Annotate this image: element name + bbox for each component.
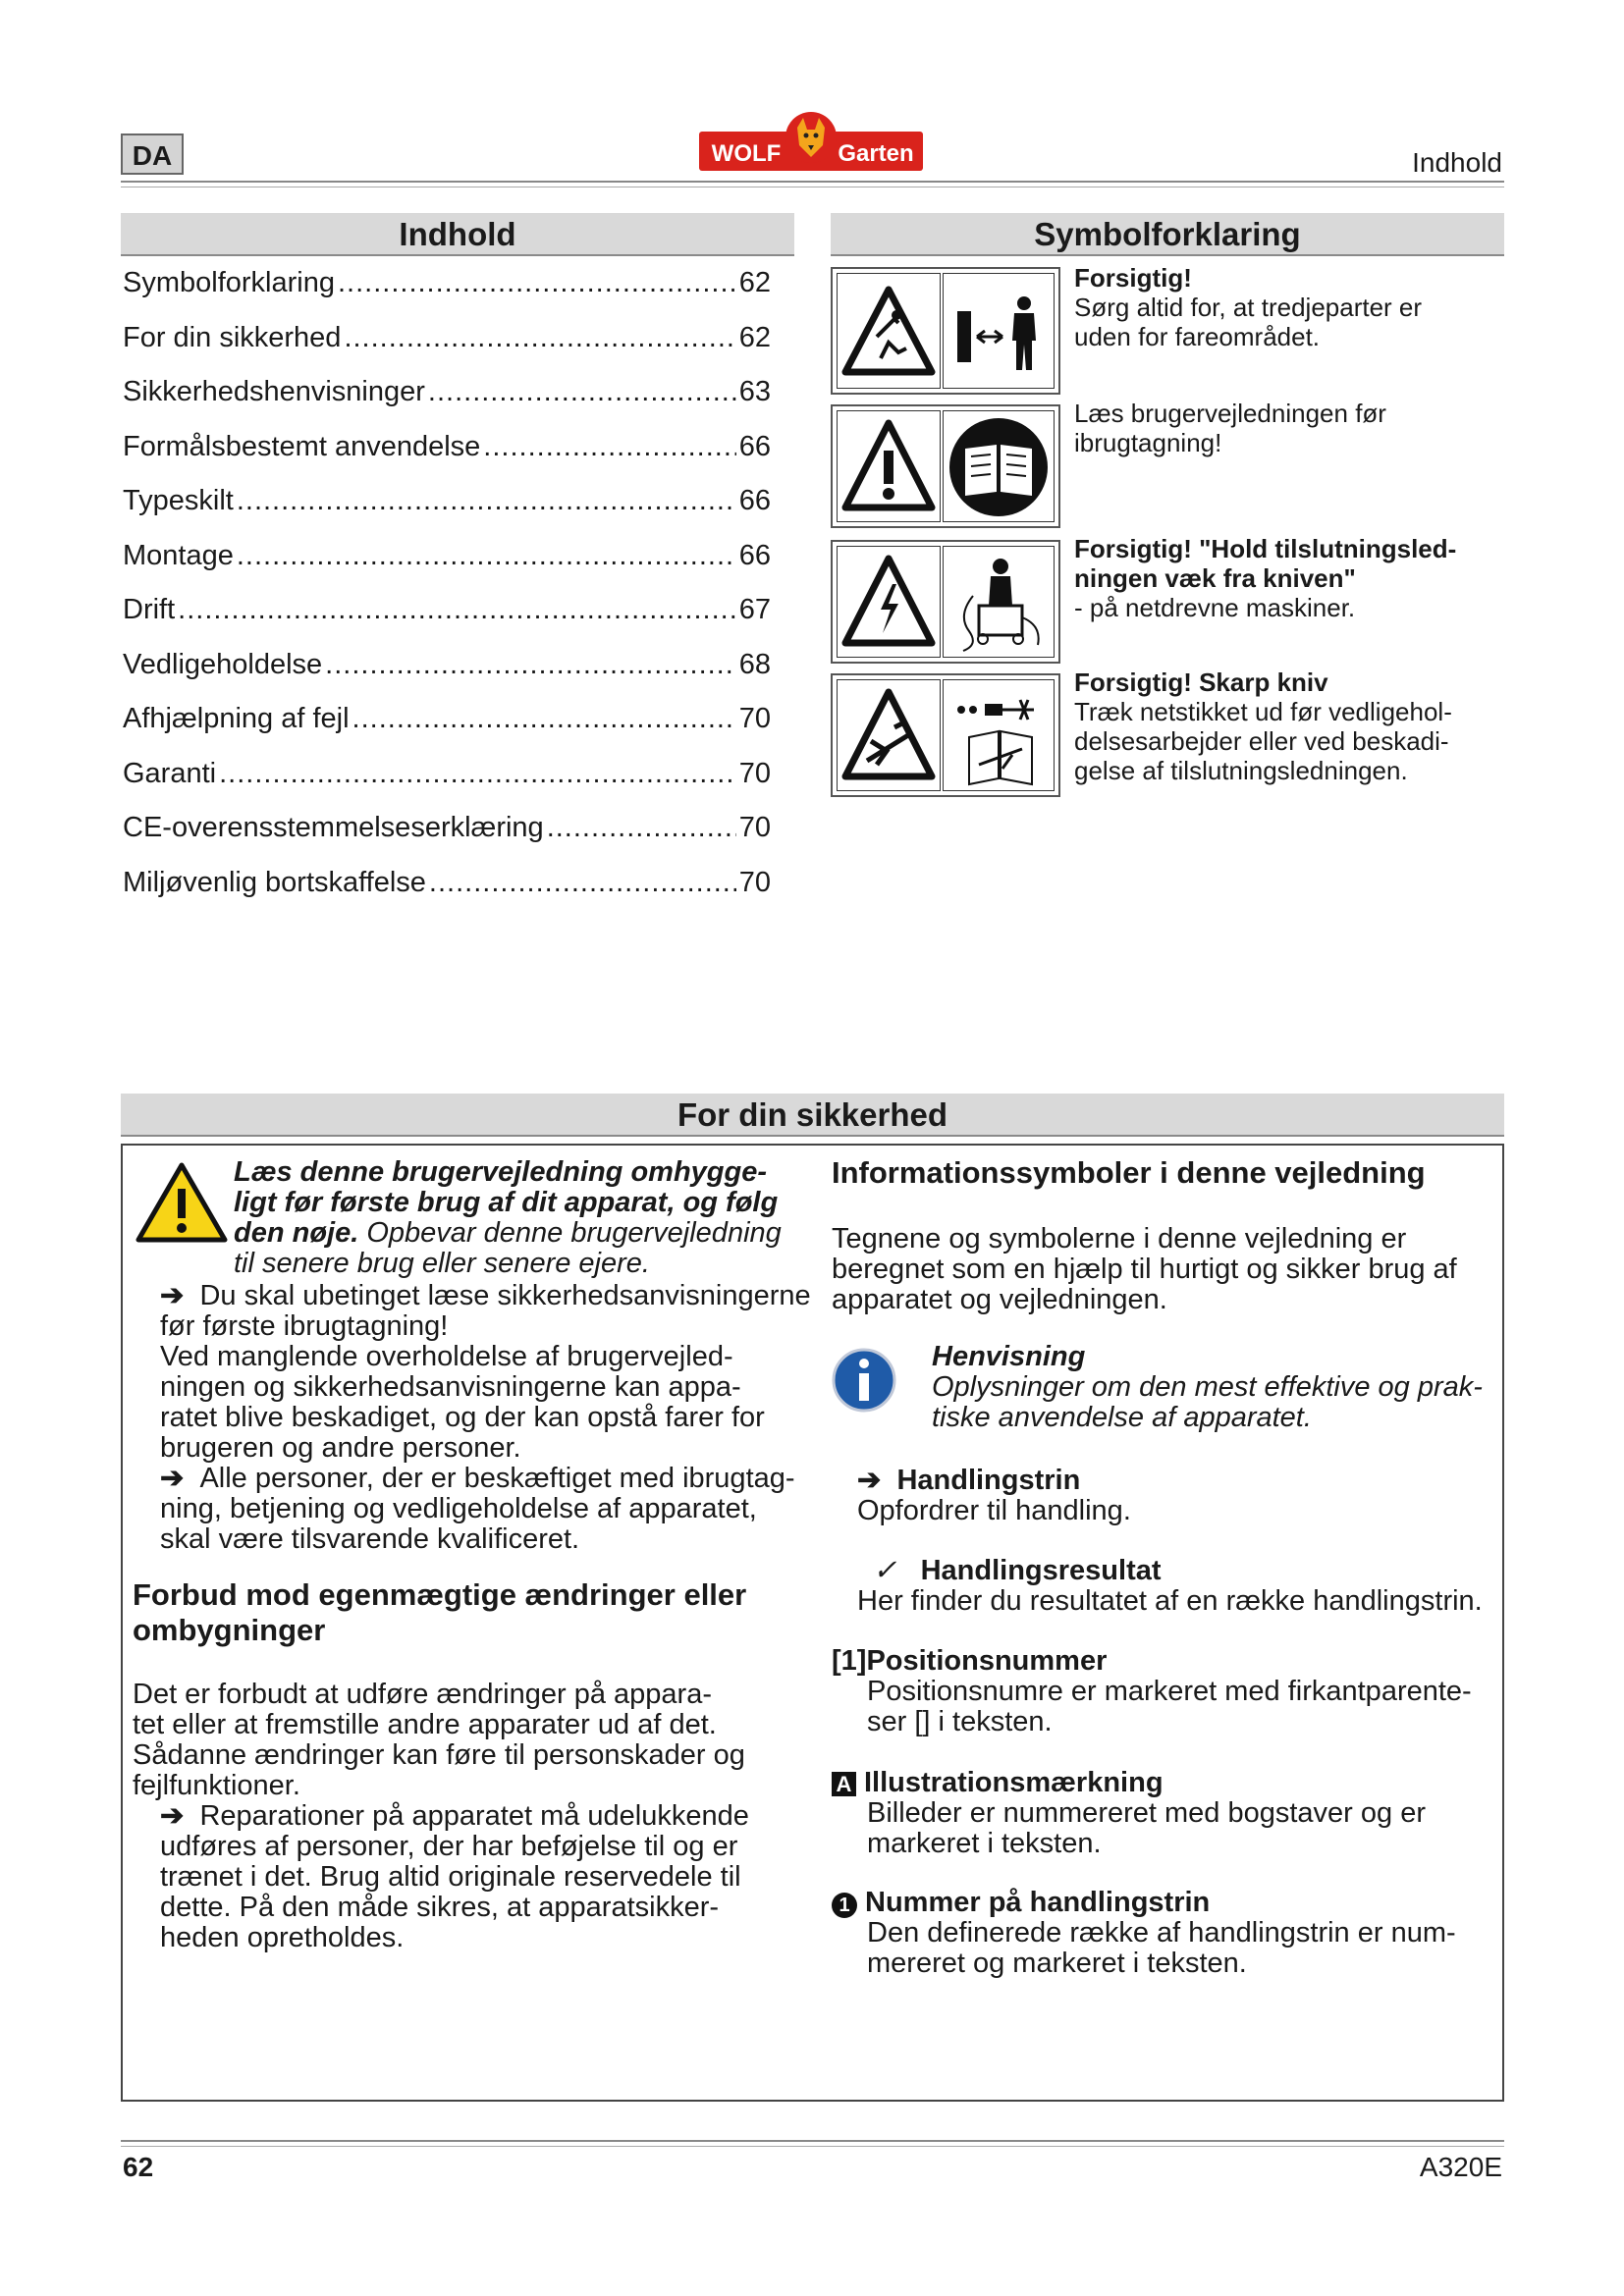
arrow-icon: ➔ [160, 1280, 185, 1311]
result-text: Her finder du resultatet af en række handlingstrin. [857, 1585, 1483, 1617]
toc-leader-dots [338, 267, 736, 299]
toc-item-page: 67 [738, 594, 771, 625]
toc-item [123, 812, 771, 867]
warning-triangle-icon [837, 273, 941, 389]
table-of-contents [123, 267, 771, 921]
toc-leader-dots [237, 540, 736, 572]
symbol-line: ibrugtagning! [1074, 428, 1222, 457]
toc-leader-dots [483, 431, 735, 463]
warning-line: Læs denne brugervejledning omhygge- [234, 1156, 768, 1188]
warning-normal: Opbevar denne brugervejledning [358, 1217, 782, 1249]
illustration-line: markeret i teksten. [867, 1828, 1102, 1859]
info-symbols-heading: Informationssymboler i denne vejledning [832, 1155, 1426, 1190]
read-manual-icon [943, 410, 1055, 522]
step-block [857, 1466, 1495, 1526]
arrow-icon: ➔ [857, 1465, 882, 1496]
bullet-text: Du skal ubetinget læse sikkerhedsanvisningerne [199, 1280, 811, 1311]
para-line: Det er forbudt at udføre ændringer på appara- [133, 1679, 712, 1710]
toc-item [123, 322, 771, 377]
note-title: Henvisning [932, 1341, 1086, 1372]
step-number-line: Den definerede række af handlingstrin er num- [867, 1917, 1456, 1949]
arrow-icon: ➔ [160, 1463, 185, 1494]
toc-item [123, 649, 771, 704]
toc-item-label: Symbolforklaring [123, 267, 335, 298]
bullet-text: Reparationer på apparatet må udelukkende [199, 1800, 749, 1832]
symbol-box-third-parties [831, 267, 1060, 395]
toc-leader-dots [237, 485, 736, 517]
toc-item-page: 63 [738, 376, 771, 407]
warning-line: til senere brug eller senere ejere. [234, 1248, 650, 1279]
symbol-box-sharp-knife [831, 673, 1060, 797]
symbol-desc-2 [1074, 399, 1506, 457]
toc-item [123, 867, 771, 922]
bullet-read-safety [160, 1281, 847, 1555]
toc-leader-dots [352, 703, 736, 735]
note-line: Oplysninger om den mest effektive og prak- [932, 1371, 1483, 1403]
toc-item-page: 70 [738, 866, 771, 898]
illustration-badge: A [832, 1772, 856, 1796]
info-icon [830, 1346, 898, 1419]
toc-item-label: Miljøvenlig bortskaffelse [123, 866, 426, 898]
toc-item-label: Montage [123, 539, 234, 571]
toc-leader-dots [325, 649, 736, 681]
toc-item-page: 66 [738, 430, 771, 462]
bullet-line: brugeren og andre personer. [160, 1432, 521, 1464]
bullet-line: ratet blive beskadiget, og der kan opstå farer for [160, 1402, 765, 1433]
symbol-heading-3b: ningen væk fra kniven" [1074, 563, 1356, 593]
keep-distance-icon [943, 273, 1055, 389]
symbols-title: Symbolforklaring [831, 213, 1504, 256]
toc-item [123, 431, 771, 486]
language-badge: DA [121, 133, 184, 175]
step-text: Opfordrer til handling. [857, 1495, 1131, 1526]
warning-line: ligt før første brug af dit apparat, og følg [234, 1187, 779, 1218]
model-number: A320E [1419, 2152, 1502, 2182]
bullet-line: heden opretholdes. [160, 1922, 405, 1953]
note-line: tiske anvendelse af apparatet. [932, 1402, 1312, 1433]
toc-item-page: 70 [738, 703, 771, 734]
symbol-desc-4 [1074, 667, 1506, 785]
bullet-line: skal være tilsvarende kvalificeret. [160, 1523, 580, 1555]
warning-text [234, 1157, 842, 1279]
exclamation-triangle-icon [837, 410, 941, 522]
toc-leader-dots [547, 812, 736, 844]
heading-line: Forbud mod egenmægtige ændringer eller [133, 1577, 747, 1612]
toc-item-page: 66 [738, 539, 771, 571]
toc-leader-dots [429, 867, 736, 899]
para-line: tet eller at fremstille andre apparater ud af det. [133, 1709, 717, 1740]
note-block [932, 1342, 1501, 1433]
toc-item-label: Vedligeholdelse [123, 648, 323, 680]
symbol-line: Sørg altid for, at tredjeparter er [1074, 293, 1423, 322]
symbol-heading-1: Forsigtig! [1074, 263, 1192, 293]
intro-line: apparatet og vejledningen. [832, 1284, 1167, 1315]
position-line: ser [] i teksten. [867, 1706, 1053, 1737]
checkmark-icon: ✓ [857, 1555, 897, 1586]
symbol-line: uden for fareområdet. [1074, 322, 1321, 351]
step-number-title: Nummer på handlingstrin [865, 1887, 1211, 1918]
toc-item-label: Drift [123, 594, 176, 625]
toc-item-page: 70 [738, 757, 771, 789]
bullet-line: ningen og sikkerhedsanvisningerne kan appa- [160, 1371, 741, 1403]
symbol-line: Træk netstikket ud før vedligehol- [1074, 697, 1452, 726]
symbol-heading-3a: Forsigtig! "Hold tilslutningsled- [1074, 534, 1457, 563]
toc-item-label: Formålsbestemt anvendelse [123, 430, 481, 462]
step-number-badge: 1 [832, 1893, 857, 1918]
toc-item [123, 758, 771, 813]
step-number-block [832, 1888, 1499, 1979]
illustration-title: Illustrationsmærkning [864, 1767, 1164, 1798]
toc-item-label: Garanti [123, 757, 217, 789]
page-number: 62 [123, 2152, 154, 2182]
intro-line: beregnet som en hjælp til hurtigt og sikker brug af [832, 1254, 1457, 1285]
symbol-line: delsesarbejder eller ved beskadi- [1074, 726, 1449, 756]
bullet-line: Ved manglende overholdelse af brugervejled- [160, 1341, 733, 1372]
toc-item-page: 68 [738, 648, 771, 680]
arrow-icon: ➔ [160, 1800, 185, 1832]
safety-frame [121, 1144, 1504, 2102]
symbol-line: - på netdrevne maskiner. [1074, 593, 1356, 622]
section-label: Indhold [1412, 147, 1502, 178]
electric-hazard-icon [837, 546, 941, 658]
safety-title: For din sikkerhed [121, 1094, 1504, 1137]
toc-item-label: For din sikkerhed [123, 321, 342, 353]
cutting-hazard-icon [837, 679, 941, 791]
symbol-heading-4: Forsigtig! Skarp kniv [1074, 667, 1328, 697]
toc-item-page: 62 [738, 321, 771, 353]
step-number-line: mereret og markeret i teksten. [867, 1948, 1247, 1979]
modifications-text [133, 1680, 839, 1953]
toc-item-label: Afhjælpning af fejl [123, 703, 350, 734]
position-block [832, 1646, 1499, 1737]
bullet-text: Alle personer, der er beskæftiget med ibrugtag- [199, 1463, 795, 1494]
toc-item-label: CE-overensstemmelseserklæring [123, 812, 544, 843]
bullet-line: dette. På den måde sikres, at apparatsikker- [160, 1892, 720, 1923]
toc-title: Indhold [121, 213, 794, 256]
bullet-line: trænet i det. Brug altid originale reservedele til [160, 1861, 741, 1893]
footer-rule-thin [121, 2146, 1504, 2147]
info-intro [832, 1224, 1489, 1315]
modifications-heading [133, 1577, 820, 1648]
symbol-line: Læs brugervejledningen før [1074, 399, 1386, 428]
position-title: [1]Positionsnummer [832, 1645, 1108, 1677]
bullet-line: ning, betjening og vedligeholdelse af apparatet, [160, 1493, 757, 1524]
toc-item [123, 594, 771, 649]
intro-line: Tegnene og symbolerne i denne vejledning er [832, 1223, 1407, 1255]
symbol-line: gelse af tilslutningsledningen. [1074, 756, 1408, 785]
symbol-box-cable [831, 540, 1060, 664]
para-line: Sådanne ændringer kan føre til personskader og [133, 1739, 745, 1771]
header-rule [121, 181, 1504, 183]
toc-item [123, 540, 771, 595]
toc-item-label: Sikkerhedshenvisninger [123, 376, 425, 407]
toc-leader-dots [219, 758, 736, 790]
toc-item-page: 66 [738, 485, 771, 516]
heading-line: ombygninger [133, 1613, 326, 1647]
bullet-line: før første ibrugtagning! [160, 1310, 449, 1342]
warning-bold-tail: den nøje. [234, 1217, 359, 1249]
unplug-maintenance-icon [943, 679, 1055, 791]
result-title: Handlingsresultat [920, 1555, 1162, 1586]
illustration-line: Billeder er nummereret med bogstaver og er [867, 1797, 1426, 1829]
toc-item [123, 703, 771, 758]
position-line: Positionsnumre er markeret med firkantparente- [867, 1676, 1472, 1707]
result-block [857, 1556, 1525, 1617]
warning-triangle-icon [135, 1159, 229, 1251]
toc-item [123, 376, 771, 431]
para-line: fejlfunktioner. [133, 1770, 300, 1801]
bullet-line: udføres af personer, der har beføjelse til og er [160, 1831, 738, 1862]
toc-leader-dots [178, 594, 736, 626]
symbol-box-read-manual [831, 404, 1060, 528]
logo-garten-text: Garten [838, 140, 914, 167]
toc-item-label: Typeskilt [123, 485, 234, 516]
toc-item [123, 267, 771, 322]
toc-leader-dots [344, 322, 735, 354]
illustration-block [832, 1768, 1499, 1859]
toc-item [123, 485, 771, 540]
footer-rule [121, 2140, 1504, 2142]
symbol-desc-3 [1074, 534, 1506, 622]
symbol-desc-1 [1074, 263, 1506, 351]
mower-operator-icon [943, 546, 1055, 658]
step-title: Handlingstrin [896, 1465, 1081, 1496]
logo-wolf-text: WOLF [711, 140, 782, 167]
wolf-garten-logo [699, 110, 923, 181]
toc-item-page: 62 [738, 267, 771, 298]
toc-leader-dots [428, 376, 736, 408]
toc-item-page: 70 [738, 812, 771, 843]
